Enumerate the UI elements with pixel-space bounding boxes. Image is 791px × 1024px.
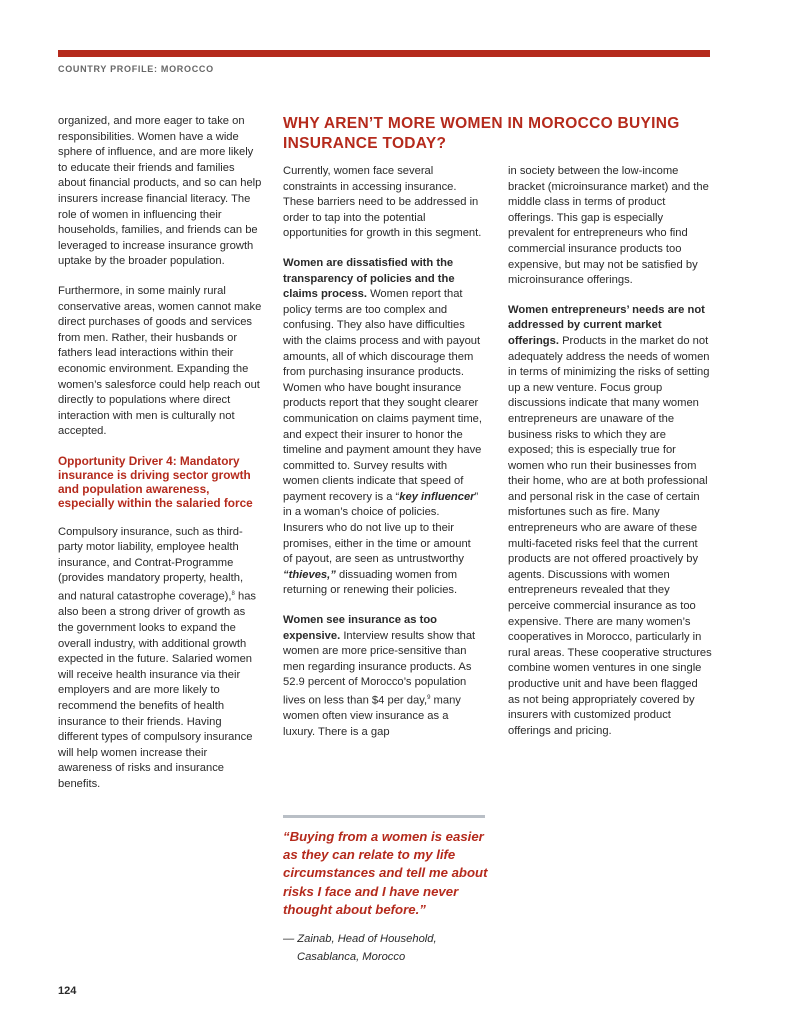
paragraph-text: dissuading women from returning or renewing their policies.	[283, 568, 458, 597]
header-accent-bar	[58, 50, 710, 57]
column-right	[508, 164, 712, 753]
attribution-line: Casablanca, Morocco	[297, 950, 406, 963]
paragraph-text: Women report that policy terms are too complex and confusing. They also have difficulties with the claims process and with payout amounts, all of which discourage them from purchasing insurance products. Women who have bought insurance products report that they sought clearer communication on claims payment time, and expect their insurer to honor the timeline and payment amount they have committed to. Survey results with women clients indicate that speed of payment recovery is a “	[283, 288, 482, 503]
paragraph	[283, 613, 483, 740]
paragraph-text: Products in the market do not adequately address the needs of women in terms of minimizing the risks of setting up a new venture. Focus group discussions indicate that many women entrepreneurs are unaware of the business risks to which they are exposed; this is especially true for women who run their businesses from their home, who are at both professional and personal risk in the case of certain misfortunes such as fire. Many entrepreneurs who are aware of these multi-faceted risks feel that the current products are not offered proactively by agents. Discussions with women entrepreneurs revealed that they perceive commercial insurance as too expensive. There are many women’s cooperatives in Morocco, particularly in rural areas. These cooperative structures combine women ventures in one single productive unit and have been flagged as not being appropriately covered by insurers with customized product offerings and pricing.	[508, 334, 712, 737]
emphasis: key influencer	[399, 490, 475, 503]
column-left	[58, 114, 263, 807]
paragraph: Currently, women face several constraints in accessing insurance. These barriers need to be addressed in order to tap into the potential opportunities for growth in this segment.	[283, 165, 482, 240]
paragraph-lead: Women entrepreneurs’ needs are not addressed by current market offerings.	[508, 303, 705, 347]
paragraph: in society between the low-income bracket (microinsurance market) and the middle class in terms of product offerings. This gap is especially prevalent for entrepreneurs who find commercial insurance products too expensive, but may not be satisfied by microinsurance offerings.	[508, 165, 709, 287]
emphasis: “thieves,”	[283, 568, 336, 581]
paragraph: organized, and more eager to take on responsibilities. Women have a wide sphere of influence, and are more likely to educate their friends and families about financial products, and so can help insurers increase financial literacy. The role of women in influencing their households, families, and friends can be leveraged to increase insurance growth uptake by the broader population.	[58, 115, 262, 268]
opportunity-driver-heading: Opportunity Driver 4: Mandatory insurance is driving sector growth and population awareness, especially within the salaried force	[58, 453, 253, 511]
paragraph: Furthermore, in some mainly rural conservative areas, women cannot make direct purchases of goods and services from men. Rather, their husbands or fathers lead interactions within their economic environment. Expanding the women’s salesforce could help reach out directly to populations where direct interaction with men is culturally not accepted.	[58, 284, 262, 438]
paragraph-text: ” in a woman’s choice of policies. Insurers who do not live up to their promises, either in the time or amount of payout, are seen as untrustworthy	[283, 490, 479, 566]
footnote-ref: 8	[231, 591, 235, 598]
paragraph	[283, 256, 483, 599]
pull-quote: “Buying from a women is easier as they can relate to my life circumstances and tell me about risks I face and I have never thought about before.”	[283, 829, 488, 917]
section-heading: WHY AREN’T MORE WOMEN IN MOROCCO BUYING INSURANCE TODAY?	[283, 115, 680, 152]
paragraph-lead: Women are dissatisfied with the transparency of policies and the claims process.	[283, 256, 455, 301]
section-header: COUNTRY PROFILE: MOROCCO	[58, 64, 214, 74]
paragraph	[58, 525, 263, 793]
footnote-ref: 9	[427, 695, 431, 701]
paragraph	[508, 303, 712, 740]
quote-attribution	[283, 931, 483, 966]
paragraph-lead: Women see insurance as too expensive.	[283, 614, 437, 642]
attribution-line: — Zainab, Head of Household,	[283, 933, 437, 945]
page-number: 124	[58, 985, 77, 997]
paragraph-text: Compulsory insurance, such as third-party motor liability, employee health insurance, and Contrat-Programme (provides mandatory property, health, and natural catastrophe coverage),	[58, 525, 244, 603]
paragraph-text: has also been a strong driver of growth as the government looks to expand the overall industry, with additional growth expected in the future. Salaried women will receive health insurance via their employers and are more likely to recommend the benefits of health insurance to their friends. Having different types of compulsory insurance will help women increase their awareness of risks and insurance benefits.	[58, 590, 257, 790]
paragraph-text: Interview results show that women are more price-sensitive than men regarding insurance products. As 52.9 percent of Morocco’s population lives on less than $4 per day,	[283, 629, 476, 707]
column-middle	[283, 164, 483, 755]
quote-rule	[283, 815, 485, 818]
paragraph-text: many women often view insurance as a luxury. There is a gap	[283, 694, 461, 738]
